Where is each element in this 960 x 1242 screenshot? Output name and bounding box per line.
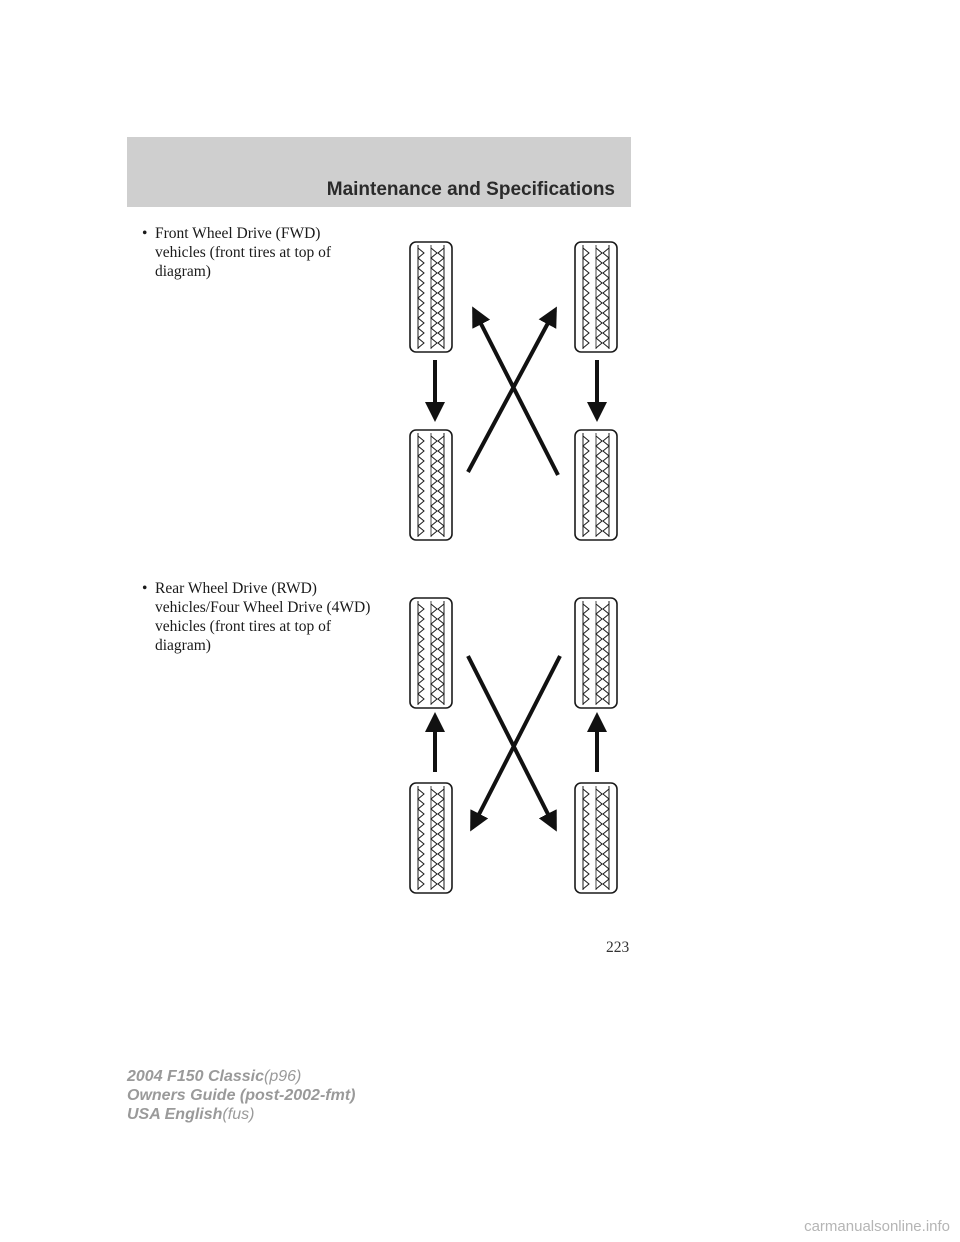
footer-language-code: (fus): [222, 1106, 255, 1123]
fwd-rotation-diagram: [400, 235, 630, 545]
arrow-diagonal-icon: [474, 310, 558, 475]
footer-model: 2004 F150 Classic: [127, 1068, 264, 1085]
rwd-section: [142, 579, 402, 655]
rwd-text-line: Rear Wheel Drive (RWD): [155, 580, 317, 597]
header-band: [127, 137, 631, 207]
watermark: carmanualsonline.info: [804, 1218, 950, 1235]
footer-guide: Owners Guide (post-2002-fmt): [127, 1087, 356, 1104]
rwd-text-line: vehicles (front tires at top of: [155, 618, 332, 635]
tire-icon: [410, 783, 452, 893]
tire-icon: [575, 430, 617, 540]
tire-icon: [410, 242, 452, 352]
fwd-text-line: vehicles (front tires at top of: [155, 244, 332, 261]
header-title: Maintenance and Specifications: [326, 179, 615, 200]
tire-icon: [410, 598, 452, 708]
tire-icon: [575, 242, 617, 352]
page-number: 223: [606, 939, 630, 956]
arrow-diagonal-icon: [468, 656, 555, 828]
footer: [127, 1067, 355, 1124]
footer-model-code: (p96): [264, 1068, 302, 1085]
rwd-4wd-rotation-diagram: [400, 590, 630, 900]
fwd-text-line: Front Wheel Drive (FWD): [155, 225, 321, 242]
fwd-bullet: •: [142, 225, 148, 242]
rwd-text-line: diagram): [155, 637, 211, 654]
fwd-section: [142, 224, 402, 281]
footer-language: USA English: [127, 1106, 223, 1123]
arrow-diagonal-icon: [472, 656, 560, 828]
tire-icon: [410, 430, 452, 540]
rwd-text-line: vehicles/Four Wheel Drive (4WD): [155, 599, 371, 616]
tire-icon: [575, 783, 617, 893]
rwd-bullet: •: [142, 580, 148, 597]
tire-icon: [575, 598, 617, 708]
fwd-text-line: diagram): [155, 263, 211, 280]
